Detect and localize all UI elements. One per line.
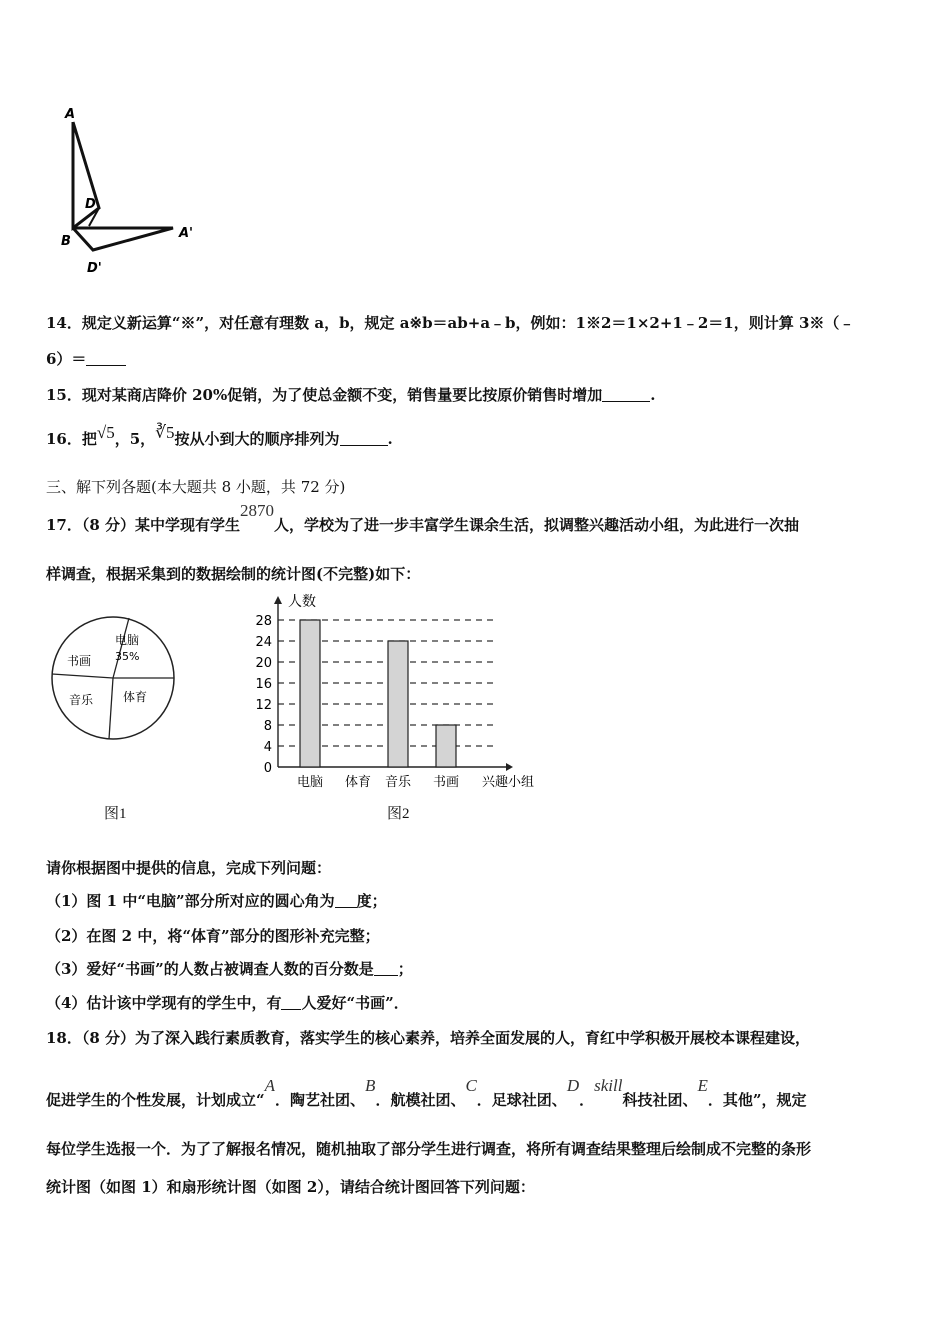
pie-label-computer-percent: 35% — [115, 650, 140, 663]
q15-end: . — [650, 386, 656, 404]
q18-line1: 18．（8 分）为了深入践行素质教育，落实学生的核心素养，培养全面发展的人，育红中学积极开展校本课程建设， — [46, 1029, 811, 1047]
q18-line2 — [46, 1076, 807, 1110]
pie-caption: 图1 — [104, 806, 127, 822]
q18-l2d: ．足球社团、 — [476, 1091, 567, 1109]
x-axis-arrow — [506, 763, 513, 771]
x-category-label: 音乐 — [384, 775, 412, 790]
q17-part4-end: 人爱好“书画”． — [301, 994, 409, 1012]
q16-end: . — [387, 430, 393, 448]
q17-student-count: 2870 — [240, 501, 275, 520]
triangle-abd — [73, 122, 99, 228]
q15 — [46, 384, 655, 405]
x-category-label: 电脑 — [296, 775, 324, 790]
y-tick-label: 8 — [263, 719, 272, 734]
y-tick-label: 24 — [255, 635, 272, 650]
bar-chart-caption: 图2 — [387, 806, 410, 822]
label-d-prime: D' — [87, 261, 102, 276]
q17-part1 — [46, 890, 387, 911]
y-tick-label: 12 — [255, 698, 272, 713]
q17-part4-text: （4）估计该中学现有的学生中，有 — [46, 994, 282, 1012]
y-axis-label: 人数 — [288, 594, 316, 610]
q16-answer-blank[interactable] — [340, 431, 388, 446]
y-tick-label: 28 — [255, 614, 272, 629]
q17-part4 — [46, 992, 409, 1013]
q17-suffix: 人，学校为了进一步丰富学生课余生活，拟调整兴趣活动小组，为此进行一次抽 — [274, 516, 800, 534]
q17-prefix: 17．（8 分）某中学现有学生 — [46, 516, 241, 534]
pie-label-calligraphy: 书画 — [67, 654, 92, 668]
q14-line2 — [46, 348, 126, 369]
y-tick-label: 4 — [263, 740, 272, 755]
q18-l2f: 科技社团、 — [622, 1091, 698, 1109]
option-c: C — [465, 1076, 477, 1095]
q16 — [46, 423, 393, 449]
sqrt5: √5 — [96, 423, 115, 442]
x-category-label: 书画 — [432, 775, 460, 790]
q17-part1-text: （1）图 1 中“电脑”部分所对应的圆心角为 — [46, 892, 335, 910]
q14-line1: 14．规定义新运算“※”，对任意有理数 a，b，规定 a※b＝ab+a﹣b，例如：1※2＝1×2+1﹣2＝1，则计算 3※（﹣ — [46, 314, 855, 332]
q17-part3-text: （3）爱好“书画”的人数占被调查人数的百分数是 — [46, 960, 374, 978]
pie-label-sports: 体育 — [123, 690, 148, 704]
option-skill: skill — [594, 1076, 623, 1095]
y-tick-label: 16 — [255, 677, 272, 692]
q18-line3: 每位学生选报一个．为了了解报名情况，随机抽取了部分学生进行调查，将所有调查结果整理后绘制成不完整的条形 — [46, 1140, 812, 1158]
triangle-ba-d-prime — [73, 228, 173, 250]
label-a: A — [65, 107, 76, 122]
label-b: B — [61, 234, 71, 249]
q16-mid: ，5， — [114, 430, 156, 448]
pie-label-computer: 电脑 — [115, 633, 140, 647]
y-axis-arrow — [274, 596, 282, 604]
q17-part1-end: 度； — [356, 892, 387, 910]
q17-part1-blank[interactable] — [335, 893, 357, 908]
q18-l2a: 促进学生的个性发展，计划成立“ — [46, 1091, 265, 1109]
q17-part3 — [46, 958, 413, 979]
q15-text: 15．现对某商店降价 20%促销，为了使总金额不变，销售量要比按原价销售时增加 — [46, 386, 603, 404]
pie-label-music: 音乐 — [69, 693, 94, 707]
q14-answer-blank[interactable] — [86, 351, 126, 366]
y-tick-label: 20 — [255, 656, 272, 671]
bar-2 — [388, 641, 408, 767]
cbrt5: ∛5 — [155, 423, 175, 442]
q18-l2e: ． — [579, 1091, 595, 1109]
bar-chart — [250, 590, 550, 795]
q17-part3-blank[interactable] — [374, 961, 398, 976]
q17-line1 — [46, 501, 800, 535]
q16-prefix: 16．把 — [46, 430, 97, 448]
label-d: D — [85, 197, 96, 212]
option-d: D — [566, 1076, 580, 1095]
option-a: A — [264, 1076, 276, 1095]
q18-line4: 统计图（如图 1）和扇形统计图（如图 2），请结合统计图回答下列问题： — [46, 1178, 535, 1196]
q17-intro: 请你根据图中提供的信息，完成下列问题： — [46, 859, 332, 877]
q17-line2: 样调查，根据采集到的数据绘制的统计图(不完整)如下： — [46, 565, 421, 583]
geometry-figure — [55, 100, 215, 280]
option-e: E — [697, 1076, 708, 1095]
q18-l2c: ．航模社团、 — [375, 1091, 466, 1109]
label-a-prime: A' — [179, 226, 194, 241]
q17-part3-end: ； — [397, 960, 413, 978]
bar-0 — [300, 620, 320, 767]
pie-chart — [45, 610, 185, 750]
q18-l2g: ．其他”，规定 — [707, 1091, 807, 1109]
q15-answer-blank[interactable] — [602, 387, 650, 402]
q18-l2b: ．陶艺社团、 — [275, 1091, 366, 1109]
section-3-heading: 三、解下列各题(本大题共 8 小题，共 72 分) — [46, 478, 346, 496]
x-category-label: 体育 — [344, 775, 372, 790]
bar-3 — [436, 725, 456, 767]
q16-suffix: 按从小到大的顺序排列为 — [174, 430, 340, 448]
q14-line2-text: 6）＝ — [46, 350, 87, 368]
y-tick-label: 0 — [263, 761, 272, 776]
q17-part2: （2）在图 2 中，将“体育”部分的图形补充完整； — [46, 927, 380, 945]
option-b: B — [365, 1076, 376, 1095]
x-axis-label: 兴趣小组 — [482, 775, 535, 790]
q17-part4-blank[interactable] — [281, 995, 301, 1010]
